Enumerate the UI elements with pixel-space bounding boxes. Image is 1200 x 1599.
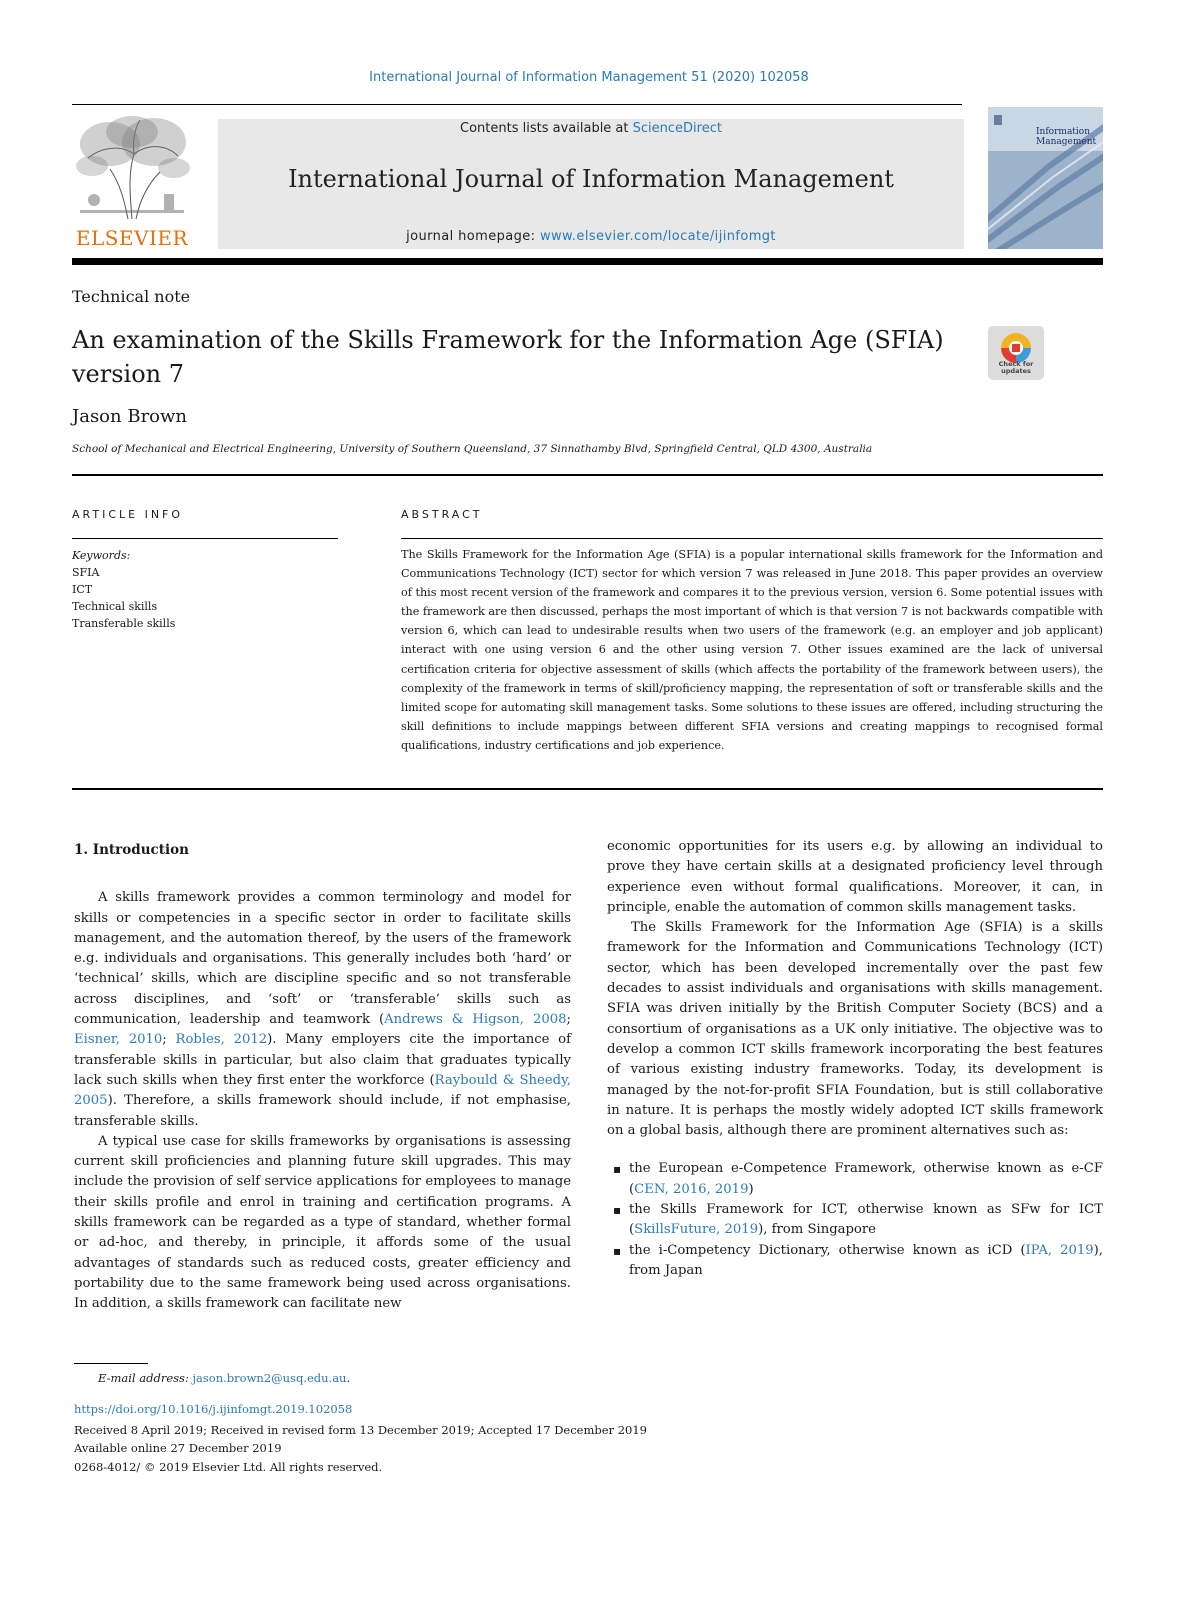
citation-link-andrews[interactable]: Andrews & Higson, 2008 xyxy=(384,1012,567,1028)
copyright-notice: 0268-4012/ © 2019 Elsevier Ltd. All rights reserved. xyxy=(74,1459,383,1474)
list-item xyxy=(607,1241,1103,1282)
homepage-line xyxy=(218,229,964,244)
keywords-label: Keywords: xyxy=(72,549,131,562)
framework-alternatives-list xyxy=(607,1159,1103,1281)
elsevier-logo[interactable] xyxy=(70,114,194,250)
available-online-date: Available online 27 December 2019 xyxy=(74,1441,282,1456)
citation-link-ipa[interactable]: IPA, 2019 xyxy=(1025,1242,1094,1258)
article-title-line2: version 7 xyxy=(72,360,185,388)
article-info-heading: ARTICLE INFO xyxy=(72,508,184,521)
homepage-prefix: journal homepage: xyxy=(406,229,540,244)
author-email-footnote xyxy=(98,1371,350,1385)
cover-title-line2: Management xyxy=(1036,137,1097,147)
text-run: the i-Competency Dictionary, otherwise known as iCD ( xyxy=(629,1242,1026,1258)
article-type: Technical note xyxy=(72,287,191,306)
journal-homepage-link[interactable]: www.elsevier.com/locate/ijinfomgt xyxy=(539,229,776,244)
list-item xyxy=(607,1200,1103,1241)
keyword: SFIA xyxy=(72,566,100,579)
check-for-updates-button[interactable] xyxy=(988,326,1044,380)
article-info-divider xyxy=(72,538,338,539)
abstract-divider xyxy=(401,538,1103,539)
abstract-text: The Skills Framework for the Information Age (SFIA) is a popular international skills framework for the Information and Communications Technology (ICT) sector for which version 7 was released in June 2018. This paper provides an overview of this most recent version of the framework and compares it to the previous version, version 6. Some potential issues with the framework are then discussed, perhaps the most important of which is that version 7 is not backwards compatible with version 6, which can lead to undesirable results when two users of the framework (e.g. an employer and job applicant) interact with one using version 6 and the other using version 7. Other issues examined are the lack of universal certification criteria for objective assessment of skills (which affects the portability of the framework between users), the complexity of the framework in terms of skill/proficiency mapping, the representation of soft or transferable skills and the limited scope for automating skill management tasks. Some solutions to these issues are offered, including structuring the skill definitions to include mappings between different SFIA versions and creating mappings to recognised formal qualifications, industry certifications and job experience. xyxy=(401,548,1103,752)
body-column-right xyxy=(607,837,1103,1281)
doi-link[interactable]: https://doi.org/10.1016/j.ijinfomgt.2019.102058 xyxy=(74,1402,353,1416)
keyword: ICT xyxy=(72,583,93,596)
text-run: A skills framework provides a common terminology and model for skills or competencies in a specific sector in order to facilitate skills management, and the automation thereof, by the users of the framework e.g. individuals and organisations. This generally includes both ‘hard’ or ‘technical’ skills, which are discipline specific and so not transferable across disciplines, and ‘soft’ or ‘transferable’ skills such as communication, leadership and teamwork ( xyxy=(74,890,571,1028)
text-run: the Skills Framework for ICT, otherwise known as SFw for ICT ( xyxy=(629,1202,1103,1238)
elsevier-logo-text: ELSEVIER xyxy=(75,226,189,250)
footnote-divider xyxy=(74,1363,148,1364)
text-run: ), from Japan xyxy=(629,1242,1103,1278)
text-run: ) xyxy=(748,1181,754,1197)
text-run: ). Therefore, a skills framework should include, if not emphasise, transferable skills. xyxy=(74,1093,571,1129)
text-run: ; xyxy=(566,1012,571,1028)
contents-line xyxy=(218,121,964,136)
publication-history xyxy=(74,1421,647,1476)
keyword: Transferable skills xyxy=(72,617,176,630)
text-run: ; xyxy=(162,1032,176,1048)
text-run: ). Many employers cite the importance of transferable skills in particular, but also claim that graduates typically lack such skills when they first enter the workforce ( xyxy=(74,1032,571,1088)
citation-link-cen[interactable]: CEN, 2016, 2019 xyxy=(634,1181,749,1197)
abstract-heading: ABSTRACT xyxy=(401,508,483,521)
sciencedirect-link[interactable]: ScienceDirect xyxy=(632,121,722,136)
intro-paragraph-3: economic opportunities for its users e.g. by allowing an individual to prove they have certain skills at a designated proficiency level through experience even without formal qualifications. Moreover, it can, in principle, enable the automation of common skills management tasks. xyxy=(607,839,1103,915)
citation-link-eisner[interactable]: Eisner, 2010 xyxy=(74,1032,163,1048)
list-item xyxy=(607,1159,1103,1200)
author-name[interactable]: Jason Brown xyxy=(72,406,188,427)
email-label: E-mail address: xyxy=(98,1371,193,1385)
abstract-bottom-divider xyxy=(72,788,1103,790)
intro-paragraph-4: The Skills Framework for the Information Age (SFIA) is a skills framework for the Information and Communications Technology (ICT) sector, which has been developed incrementally over the past few decades to assist individuals and organisations with skills management. SFIA was driven initially by the British Computer Society (BCS) and a consortium of organisations as a UK only initiative. The objective was to develop a common ICT skills framework incorporating the best features of various existing industry frameworks. Today, its development is managed by the not-for-profit SFIA Foundation, but is still collaborative in nature. It is perhaps the mostly widely adopted ICT skills framework on a global basis, although there are prominent alternatives such as: xyxy=(607,920,1103,1139)
author-affiliation: School of Mechanical and Electrical Engineering, University of Southern Queensland, 37 Sinnathamby Blvd, Springfield Central, QLD 4300, Australia xyxy=(72,443,873,455)
intro-paragraph-1 xyxy=(74,888,571,1132)
article-title-line1: An examination of the Skills Framework for the Information Age (SFIA) xyxy=(72,326,944,354)
section-heading-introduction: 1. Introduction xyxy=(74,842,189,858)
crossmark-label: Check for updates xyxy=(998,360,1034,375)
masthead-divider xyxy=(72,258,1103,265)
text-run: the European e-Competence Framework, otherwise known as e-CF ( xyxy=(629,1161,1103,1197)
journal-masthead xyxy=(218,119,964,249)
affiliation-divider xyxy=(72,474,1103,476)
cover-title-line1: Information xyxy=(1036,127,1091,137)
journal-cover-thumbnail[interactable] xyxy=(988,107,1103,249)
contents-prefix: Contents lists available at xyxy=(460,121,633,136)
citation-link-raybould[interactable]: Raybould & Sheedy, 2005 xyxy=(74,1072,571,1109)
text-run: ), from Singapore xyxy=(758,1222,876,1238)
journal-title[interactable]: International Journal of Information Management xyxy=(288,165,894,193)
keyword: Technical skills xyxy=(72,600,158,613)
article-title xyxy=(72,323,972,391)
elsevier-tree-icon xyxy=(70,114,194,224)
text-run: . xyxy=(346,1371,351,1385)
body-column-left xyxy=(74,840,571,1315)
journal-citation[interactable]: International Journal of Information Management 51 (2020) 102058 xyxy=(369,70,809,85)
intro-paragraph-2: A typical use case for skills frameworks by organisations is assessing current skill proficiencies and planning future skill upgrades. This may include the provision of self service applications for employees to manage their skills profile and enrol in training and certification programs. A skills framework can be regarded as a type of standard, whether formal or ad-hoc, and thereby, in principle, it affords some of the usual advantages of standards such as reduced costs, greater efficiency and portability due to the same framework being used across organisations. In addition, a skills framework can facilitate new xyxy=(74,1133,571,1312)
keywords-list xyxy=(72,547,175,632)
top-divider xyxy=(72,104,962,105)
citation-link-skillsfuture[interactable]: SkillsFuture, 2019 xyxy=(634,1222,759,1238)
citation-link-robles[interactable]: Robles, 2012 xyxy=(175,1032,268,1048)
received-dates: Received 8 April 2019; Received in revised form 13 December 2019; Accepted 17 December 2019 xyxy=(74,1423,647,1437)
cover-title xyxy=(1036,127,1096,147)
author-email-link[interactable]: jason.brown2@usq.edu.au xyxy=(192,1371,347,1385)
